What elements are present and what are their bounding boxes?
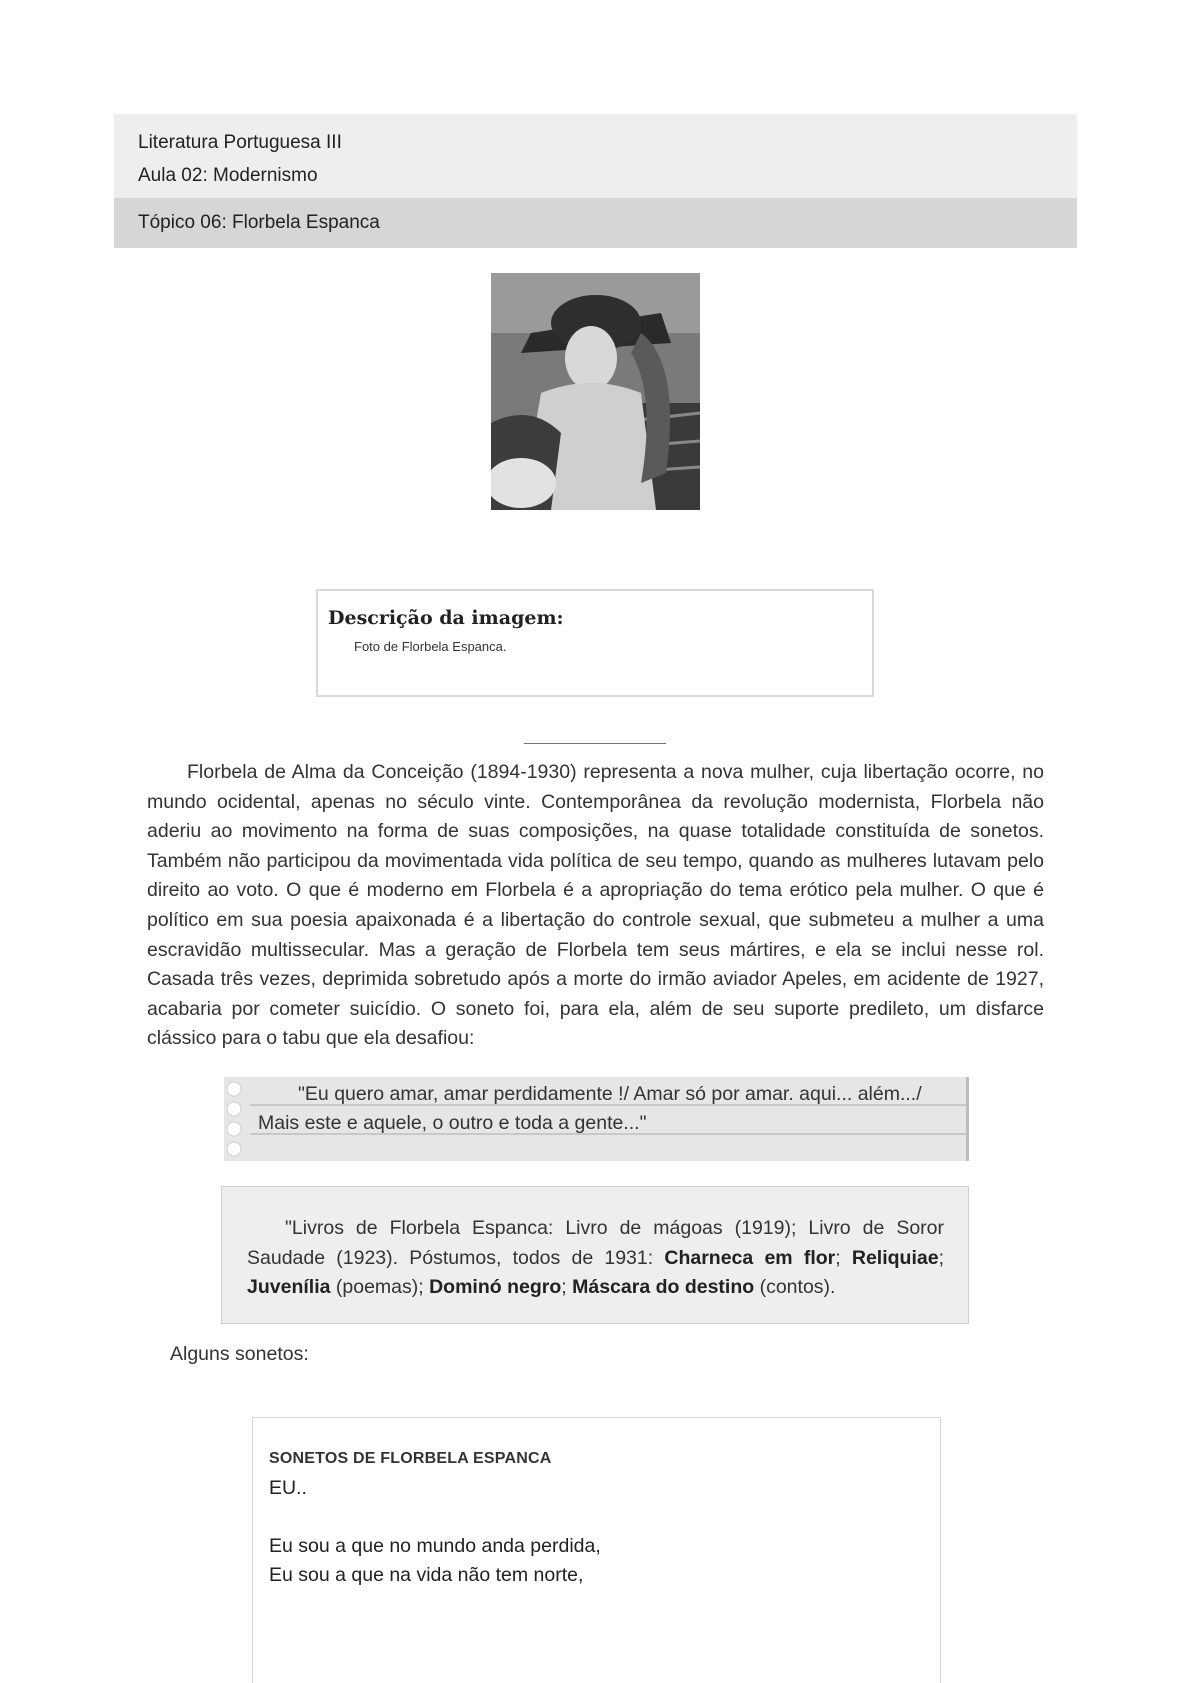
quote-line-1: "Eu quero amar, amar perdidamente !/ Amar só por amar. aqui... além.../	[298, 1083, 922, 1105]
book-charneca: Charneca em flor	[664, 1246, 836, 1269]
books-separator: ;	[835, 1246, 852, 1269]
image-description-box	[316, 589, 874, 697]
sonnet-title: EU..	[269, 1477, 307, 1499]
books-box	[221, 1186, 969, 1324]
header-titles	[114, 114, 1077, 198]
topic-title: Tópico 06: Florbela Espanca	[114, 198, 1077, 248]
intro-paragraph-block	[147, 758, 1044, 1054]
portrait-illustration	[491, 273, 700, 510]
book-domino: Dominó negro	[429, 1276, 562, 1299]
lesson-header	[114, 114, 1077, 248]
sonnet-line-1: Eu sou a que no mundo anda perdida,	[269, 1535, 601, 1557]
book-mascara: Máscara do destino	[572, 1276, 755, 1299]
sonnet-lines	[269, 1474, 601, 1590]
quote-notebook-box	[224, 1077, 969, 1161]
sonnets-heading: SONETOS DE FLORBELA ESPANCA	[269, 1450, 552, 1467]
books-separator: ;	[938, 1246, 944, 1269]
some-sonnets-label: Alguns sonetos:	[170, 1343, 309, 1365]
books-poemas-note: (poemas);	[330, 1276, 430, 1299]
intro-paragraph: Florbela de Alma da Conceição (1894-1930) representa a nova mulher, cuja libertação ocorre, no mundo ocidental, apenas no século vinte. Contemporânea da revolução modernista, Florbela não aderiu ao movimento na forma de suas composições, na quase totalidade constituída de sonetos. Também não participou da movimentada vida política de seu tempo, quando as mulheres lutavam pelo direito ao voto. O que é moderno em Florbela é a apropriação do tema erótico pela mulher. O que é político em sua poesia apaixonada é a libertação do controle sexual, que submeteu a mulher a uma escravidão multissecular. Mas a geração de Florbela tem seus mártires, e ela se inclui nesse rol. Casada três vezes, deprimida sobretudo após a morte do irmão aviador Apeles, em acidente de 1927, acabaria por cometer suicídio. O soneto foi, para ela, além de seu suporte predileto, um disfarce clássico para o tabu que ela desafiou:	[147, 761, 1044, 1050]
book-reliquiae: Reliquiae	[851, 1246, 939, 1269]
quote-line-2: Mais este e aquele, o outro e toda a gente..."	[258, 1112, 647, 1134]
quote-text	[258, 1080, 958, 1138]
course-title: Literatura Portuguesa III	[138, 132, 342, 153]
image-description-title: Descrição da imagem:	[328, 607, 564, 629]
book-juvenilia: Juvenília	[247, 1276, 331, 1299]
books-intro: "Livros de Florbela Espanca: Livro de mágoas (1919); Livro de Soror Saudade (1923). Póstumos, todos de 1931:	[247, 1217, 944, 1269]
books-separator: ;	[561, 1276, 573, 1299]
image-description-text: Foto de Florbela Espanca.	[354, 639, 507, 654]
books-text	[247, 1214, 944, 1303]
sonnet-blank-line	[269, 1503, 601, 1532]
link-underline[interactable]	[524, 743, 666, 744]
binder-rings-icon	[224, 1077, 250, 1161]
lesson-title: Aula 02: Modernismo	[138, 165, 318, 186]
sonnet-box	[252, 1417, 941, 1683]
sonnet-line-2: Eu sou a que na vida não tem norte,	[269, 1564, 584, 1586]
florbela-photo	[491, 273, 700, 510]
books-contos-note: (contos).	[754, 1276, 836, 1299]
